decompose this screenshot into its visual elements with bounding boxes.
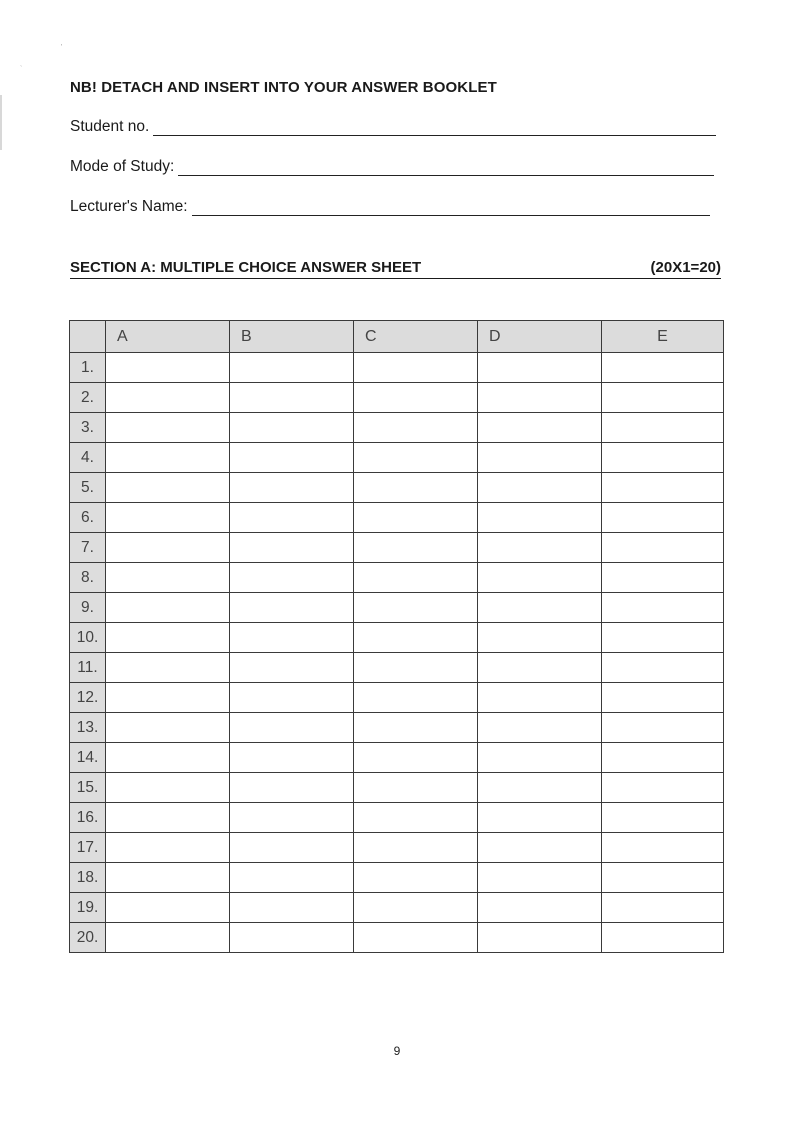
answer-cell-a[interactable] bbox=[106, 743, 230, 773]
answer-cell-c[interactable] bbox=[354, 743, 478, 773]
answer-cell-a[interactable] bbox=[106, 383, 230, 413]
answer-cell-e[interactable] bbox=[602, 653, 724, 683]
mode-of-study-field bbox=[70, 158, 714, 176]
answer-cell-d[interactable] bbox=[478, 893, 602, 923]
answer-cell-d[interactable] bbox=[478, 833, 602, 863]
table-header-row bbox=[70, 321, 724, 353]
answer-cell-e[interactable] bbox=[602, 473, 724, 503]
answer-cell-b[interactable] bbox=[230, 773, 354, 803]
table-row bbox=[70, 503, 724, 533]
student-no-label: Student no. bbox=[70, 118, 150, 135]
table-row bbox=[70, 743, 724, 773]
question-number: 5. bbox=[70, 473, 106, 503]
column-header-a: A bbox=[106, 321, 230, 353]
answer-cell-e[interactable] bbox=[602, 533, 724, 563]
answer-cell-c[interactable] bbox=[354, 353, 478, 383]
question-number: 16. bbox=[70, 803, 106, 833]
question-number: 14. bbox=[70, 743, 106, 773]
answer-cell-d[interactable] bbox=[478, 563, 602, 593]
table-row bbox=[70, 443, 724, 473]
answer-cell-e[interactable] bbox=[602, 833, 724, 863]
answer-cell-c[interactable] bbox=[354, 563, 478, 593]
answer-cell-a[interactable] bbox=[106, 353, 230, 383]
table-row bbox=[70, 803, 724, 833]
answer-cell-e[interactable] bbox=[602, 923, 724, 953]
answer-cell-d[interactable] bbox=[478, 623, 602, 653]
table-row bbox=[70, 383, 724, 413]
section-header bbox=[70, 259, 721, 279]
question-number: 9. bbox=[70, 593, 106, 623]
answer-cell-d[interactable] bbox=[478, 533, 602, 563]
scan-mark: ` bbox=[20, 66, 23, 73]
question-number: 18. bbox=[70, 863, 106, 893]
answer-cell-b[interactable] bbox=[230, 533, 354, 563]
table-corner-cell bbox=[70, 321, 106, 353]
answer-cell-c[interactable] bbox=[354, 473, 478, 503]
answer-cell-a[interactable] bbox=[106, 893, 230, 923]
lecturers-name-field bbox=[70, 198, 710, 216]
question-number: 19. bbox=[70, 893, 106, 923]
table-row bbox=[70, 893, 724, 923]
answer-cell-e[interactable] bbox=[602, 383, 724, 413]
lecturers-name-line bbox=[192, 198, 710, 216]
answer-cell-c[interactable] bbox=[354, 533, 478, 563]
column-header-b: B bbox=[230, 321, 354, 353]
answer-table bbox=[69, 320, 724, 953]
answer-cell-e[interactable] bbox=[602, 443, 724, 473]
question-number: 8. bbox=[70, 563, 106, 593]
answer-cell-c[interactable] bbox=[354, 833, 478, 863]
answer-cell-e[interactable] bbox=[602, 413, 724, 443]
answer-cell-a[interactable] bbox=[106, 473, 230, 503]
question-number: 17. bbox=[70, 833, 106, 863]
answer-cell-d[interactable] bbox=[478, 683, 602, 713]
answer-cell-a[interactable] bbox=[106, 683, 230, 713]
column-header-e: E bbox=[602, 321, 724, 353]
answer-cell-e[interactable] bbox=[602, 863, 724, 893]
answer-cell-b[interactable] bbox=[230, 893, 354, 923]
answer-cell-b[interactable] bbox=[230, 503, 354, 533]
answer-cell-c[interactable] bbox=[354, 683, 478, 713]
answer-cell-a[interactable] bbox=[106, 413, 230, 443]
answer-cell-b[interactable] bbox=[230, 653, 354, 683]
answer-cell-e[interactable] bbox=[602, 773, 724, 803]
table-row bbox=[70, 923, 724, 953]
answer-cell-d[interactable] bbox=[478, 923, 602, 953]
column-header-c: C bbox=[354, 321, 478, 353]
answer-cell-c[interactable] bbox=[354, 593, 478, 623]
answer-cell-b[interactable] bbox=[230, 443, 354, 473]
mode-of-study-label: Mode of Study: bbox=[70, 158, 175, 175]
answer-cell-d[interactable] bbox=[478, 713, 602, 743]
table-row bbox=[70, 623, 724, 653]
lecturers-name-label: Lecturer's Name: bbox=[70, 198, 188, 215]
answer-cell-d[interactable] bbox=[478, 743, 602, 773]
answer-cell-e[interactable] bbox=[602, 743, 724, 773]
answer-cell-e[interactable] bbox=[602, 683, 724, 713]
scan-mark: ' bbox=[61, 44, 63, 51]
mode-of-study-line bbox=[178, 158, 714, 176]
answer-cell-e[interactable] bbox=[602, 713, 724, 743]
answer-cell-c[interactable] bbox=[354, 863, 478, 893]
question-number: 1. bbox=[70, 353, 106, 383]
answer-cell-a[interactable] bbox=[106, 563, 230, 593]
student-no-field bbox=[70, 118, 716, 136]
answer-cell-e[interactable] bbox=[602, 593, 724, 623]
column-header-d: D bbox=[478, 321, 602, 353]
table-row bbox=[70, 683, 724, 713]
table-row bbox=[70, 863, 724, 893]
answer-cell-c[interactable] bbox=[354, 803, 478, 833]
answer-cell-e[interactable] bbox=[602, 893, 724, 923]
answer-cell-d[interactable] bbox=[478, 503, 602, 533]
question-number: 12. bbox=[70, 683, 106, 713]
answer-cell-d[interactable] bbox=[478, 353, 602, 383]
question-number: 4. bbox=[70, 443, 106, 473]
answer-cell-a[interactable] bbox=[106, 623, 230, 653]
answer-cell-d[interactable] bbox=[478, 653, 602, 683]
answer-cell-a[interactable] bbox=[106, 713, 230, 743]
answer-cell-b[interactable] bbox=[230, 563, 354, 593]
answer-cell-c[interactable] bbox=[354, 653, 478, 683]
table-row bbox=[70, 563, 724, 593]
question-number: 15. bbox=[70, 773, 106, 803]
question-number: 3. bbox=[70, 413, 106, 443]
student-no-line bbox=[153, 118, 716, 136]
answer-cell-c[interactable] bbox=[354, 923, 478, 953]
answer-cell-d[interactable] bbox=[478, 413, 602, 443]
answer-cell-d[interactable] bbox=[478, 383, 602, 413]
answer-cell-b[interactable] bbox=[230, 623, 354, 653]
answer-cell-c[interactable] bbox=[354, 623, 478, 653]
answer-cell-e[interactable] bbox=[602, 353, 724, 383]
table-row bbox=[70, 533, 724, 563]
answer-cell-b[interactable] bbox=[230, 923, 354, 953]
answer-cell-b[interactable] bbox=[230, 713, 354, 743]
question-number: 11. bbox=[70, 653, 106, 683]
answer-cell-b[interactable] bbox=[230, 683, 354, 713]
scan-edge-shadow bbox=[0, 95, 2, 150]
page-number: 9 bbox=[393, 1044, 401, 1058]
table-row bbox=[70, 713, 724, 743]
answer-cell-b[interactable] bbox=[230, 353, 354, 383]
answer-cell-a[interactable] bbox=[106, 863, 230, 893]
answer-cell-c[interactable] bbox=[354, 413, 478, 443]
question-number: 20. bbox=[70, 923, 106, 953]
answer-cell-a[interactable] bbox=[106, 773, 230, 803]
table-row bbox=[70, 413, 724, 443]
answer-cell-c[interactable] bbox=[354, 773, 478, 803]
table-row bbox=[70, 353, 724, 383]
answer-cell-c[interactable] bbox=[354, 713, 478, 743]
answer-cell-a[interactable] bbox=[106, 503, 230, 533]
answer-cell-b[interactable] bbox=[230, 833, 354, 863]
answer-cell-a[interactable] bbox=[106, 593, 230, 623]
question-number: 6. bbox=[70, 503, 106, 533]
answer-cell-d[interactable] bbox=[478, 473, 602, 503]
answer-cell-a[interactable] bbox=[106, 833, 230, 863]
table-row bbox=[70, 773, 724, 803]
table-row bbox=[70, 473, 724, 503]
answer-cell-e[interactable] bbox=[602, 503, 724, 533]
section-title: SECTION A: MULTIPLE CHOICE ANSWER SHEET bbox=[70, 259, 422, 276]
table-row bbox=[70, 833, 724, 863]
answer-cell-a[interactable] bbox=[106, 923, 230, 953]
section-marks: (20X1=20) bbox=[650, 259, 721, 276]
answer-cell-e[interactable] bbox=[602, 623, 724, 653]
answer-cell-b[interactable] bbox=[230, 803, 354, 833]
answer-cell-d[interactable] bbox=[478, 773, 602, 803]
answer-cell-b[interactable] bbox=[230, 593, 354, 623]
answer-cell-d[interactable] bbox=[478, 443, 602, 473]
answer-cell-b[interactable] bbox=[230, 863, 354, 893]
answer-cell-c[interactable] bbox=[354, 443, 478, 473]
answer-cell-e[interactable] bbox=[602, 803, 724, 833]
answer-cell-c[interactable] bbox=[354, 893, 478, 923]
question-number: 10. bbox=[70, 623, 106, 653]
question-number: 2. bbox=[70, 383, 106, 413]
table-row bbox=[70, 593, 724, 623]
answer-cell-a[interactable] bbox=[106, 443, 230, 473]
answer-cell-d[interactable] bbox=[478, 863, 602, 893]
answer-cell-d[interactable] bbox=[478, 593, 602, 623]
table-row bbox=[70, 653, 724, 683]
answer-cell-a[interactable] bbox=[106, 653, 230, 683]
answer-cell-b[interactable] bbox=[230, 413, 354, 443]
answer-cell-c[interactable] bbox=[354, 383, 478, 413]
answer-cell-d[interactable] bbox=[478, 803, 602, 833]
answer-cell-c[interactable] bbox=[354, 503, 478, 533]
question-number: 13. bbox=[70, 713, 106, 743]
answer-cell-a[interactable] bbox=[106, 803, 230, 833]
answer-cell-b[interactable] bbox=[230, 743, 354, 773]
answer-cell-b[interactable] bbox=[230, 383, 354, 413]
answer-cell-b[interactable] bbox=[230, 473, 354, 503]
answer-cell-e[interactable] bbox=[602, 563, 724, 593]
question-number: 7. bbox=[70, 533, 106, 563]
answer-cell-a[interactable] bbox=[106, 533, 230, 563]
page-heading: NB! DETACH AND INSERT INTO YOUR ANSWER BOOKLET bbox=[70, 79, 497, 96]
